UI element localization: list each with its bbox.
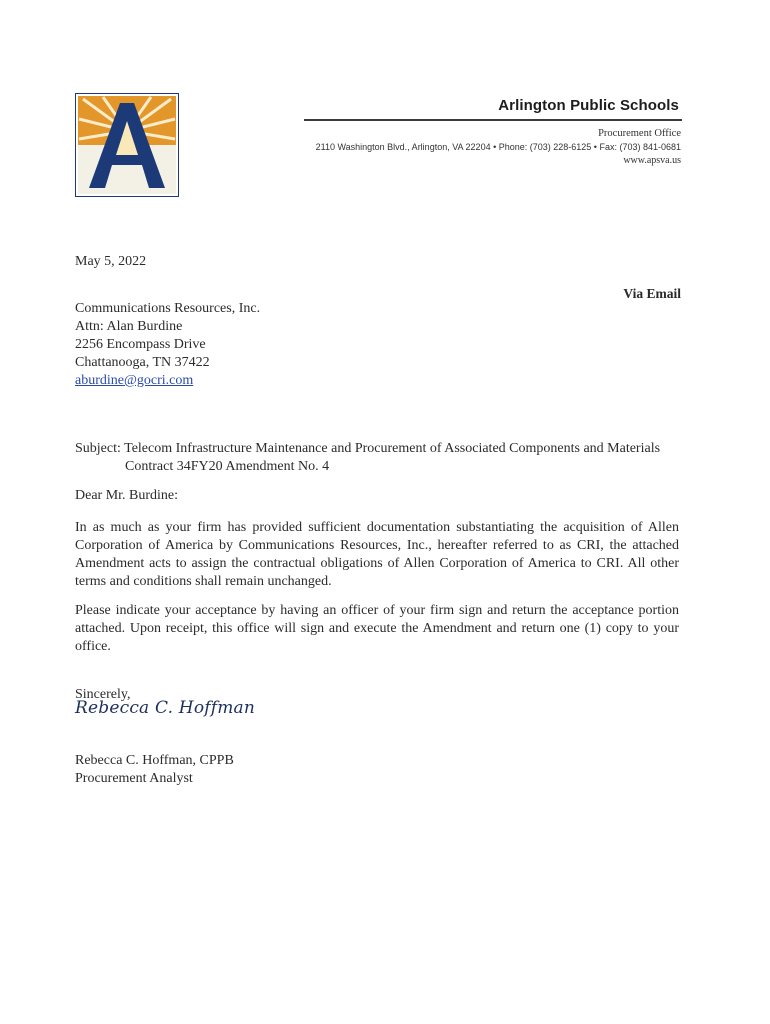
signature: Rebecca C. Hoffman (75, 698, 256, 718)
recipient-company: Communications Resources, Inc. (75, 301, 261, 316)
recipient-city: Chattanooga, TN 37422 (75, 355, 210, 370)
recipient-address (75, 300, 260, 390)
contract-line: Contract 34FY20 Amendment No. 4 (125, 459, 330, 474)
body-paragraph: Please indicate your acceptance by having an officer of your firm sign and return the acceptance portion attached. Upon receipt, this office will sign and execute the Amendment and return one (1) copy to your office. (75, 603, 679, 654)
recipient-street: 2256 Encompass Drive (75, 337, 206, 352)
letterhead-divider (304, 119, 682, 121)
body-paragraph: In as much as your firm has provided sufficient documentation substantiating the acquisition of Allen Corporation of America by Communications Resources, Inc., hereafter referred to as CRI, the attached Amendment acts to assign the contractual obligations of Allen Corporation of America to CRI. All other terms and conditions shall remain unchanged. (75, 520, 679, 589)
salutation: Dear Mr. Burdine: (75, 488, 179, 503)
closing: Sincerely, (75, 687, 131, 702)
subject-block (75, 440, 695, 476)
website: www.apsva.us (623, 155, 681, 166)
delivery-method: Via Email (623, 286, 681, 301)
school-logo (75, 93, 179, 197)
office-name: Procurement Office (598, 128, 681, 139)
signer-block (75, 752, 234, 788)
letter-date: May 5, 2022 (75, 254, 147, 269)
signer-title: Procurement Analyst (75, 771, 193, 786)
subject-line: Subject: Telecom Infrastructure Maintenance and Procurement of Associated Components and Materials (75, 441, 661, 456)
recipient-attn: Attn: Alan Burdine (75, 319, 183, 334)
recipient-email-link[interactable]: aburdine@gocri.com (75, 373, 194, 388)
organization-name: Arlington Public Schools (498, 97, 679, 114)
contact-line: 2110 Washington Blvd., Arlington, VA 22204 • Phone: (703) 228-6125 • Fax: (703) 841-0681 (315, 142, 681, 152)
signer-name: Rebecca C. Hoffman, CPPB (75, 753, 234, 768)
